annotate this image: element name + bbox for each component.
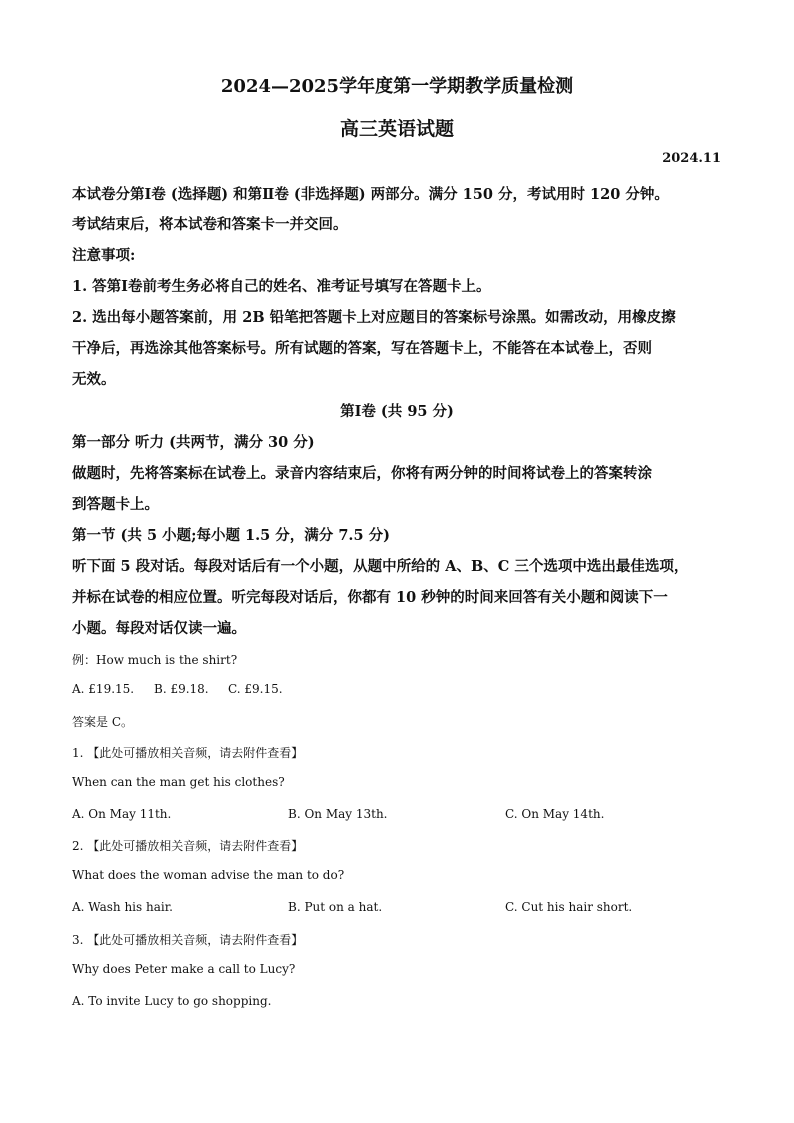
exam-date: 2024.11 <box>662 151 721 166</box>
question-3-audio-link[interactable]: 3. 【此处可播放相关音频，请去附件查看】 <box>72 933 304 947</box>
notes-item-2-line-3: 无效。 <box>72 371 116 388</box>
question-1-option-b: B. On May 13th. <box>288 807 388 821</box>
question-2-audio-link[interactable]: 2. 【此处可播放相关音频，请去附件查看】 <box>72 839 304 853</box>
example-answer: 答案是 C。 <box>72 715 133 729</box>
question-2-option-a: A. Wash his hair. <box>72 900 173 914</box>
example-question: 例：How much is the shirt? <box>72 653 238 667</box>
example-option-a: A. £19.15. <box>72 682 135 696</box>
example-option-c: C. £9.15. <box>228 682 283 696</box>
exam-subtitle: 高三英语试题 <box>339 118 454 140</box>
question-1-option-c: C. On May 14th. <box>505 807 605 821</box>
exam-title: 2024—2025学年度第一学期教学质量检测 <box>220 76 574 97</box>
question-1-audio-link[interactable]: 1. 【此处可播放相关音频，请去附件查看】 <box>72 746 304 760</box>
question-3-text: Why does Peter make a call to Lucy? <box>72 962 296 976</box>
intro-line-2: 考试结束后，将本试卷和答案卡一并交回。 <box>72 216 348 233</box>
volume-1-heading: 第Ⅰ卷 (共 95 分) <box>340 403 454 420</box>
question-3-option-a: A. To invite Lucy to go shopping. <box>72 994 272 1008</box>
notes-item-2-line-1: 2. 选出每小题答案前，用 2B 铅笔把答题卡上对应题目的答案标号涂黑。如需改动，用橡皮擦 <box>72 309 676 326</box>
question-1-text: When can the man get his clothes? <box>72 775 285 789</box>
part-1-instruction-line-1: 做题时，先将答案标在试卷上。录音内容结束后，你将有两分钟的时间将试卷上的答案转涂 <box>72 465 652 482</box>
example-option-b: B. £9.18. <box>154 682 209 696</box>
question-2-text: What does the woman advise the man to do? <box>72 868 345 882</box>
section-1-instruction-line-3: 小题。每段对话仅读一遍。 <box>72 620 246 637</box>
question-2-option-c: C. Cut his hair short. <box>505 900 633 914</box>
notes-item-2-line-2: 干净后，再选涂其他答案标号。所有试题的答案，写在答题卡上，不能答在本试卷上，否则 <box>72 340 652 357</box>
part-1-heading: 第一部分 听力 (共两节，满分 30 分) <box>72 434 315 451</box>
notes-item-1: 1. 答第Ⅰ卷前考生务必将自己的姓名、准考证号填写在答题卡上。 <box>72 278 491 295</box>
part-1-instruction-line-2: 到答题卡上。 <box>72 496 159 513</box>
section-1-heading: 第一节 (共 5 小题;每小题 1.5 分，满分 7.5 分) <box>72 527 390 544</box>
notes-heading: 注意事项: <box>72 247 136 264</box>
intro-line-1: 本试卷分第Ⅰ卷 (选择题) 和第Ⅱ卷 (非选择题) 两部分。满分 150 分，考试用时 120 分钟。 <box>72 186 669 203</box>
question-2-option-b: B. Put on a hat. <box>288 900 383 914</box>
section-1-instruction-line-1: 听下面 5 段对话。每段对话后有一个小题，从题中所给的 A、B、C 三个选项中选出最佳选项， <box>72 558 689 575</box>
question-1-option-a: A. On May 11th. <box>72 807 172 821</box>
section-1-instruction-line-2: 并标在试卷的相应位置。听完每段对话后，你都有 10 秒钟的时间来回答有关小题和阅读下一 <box>72 589 668 606</box>
